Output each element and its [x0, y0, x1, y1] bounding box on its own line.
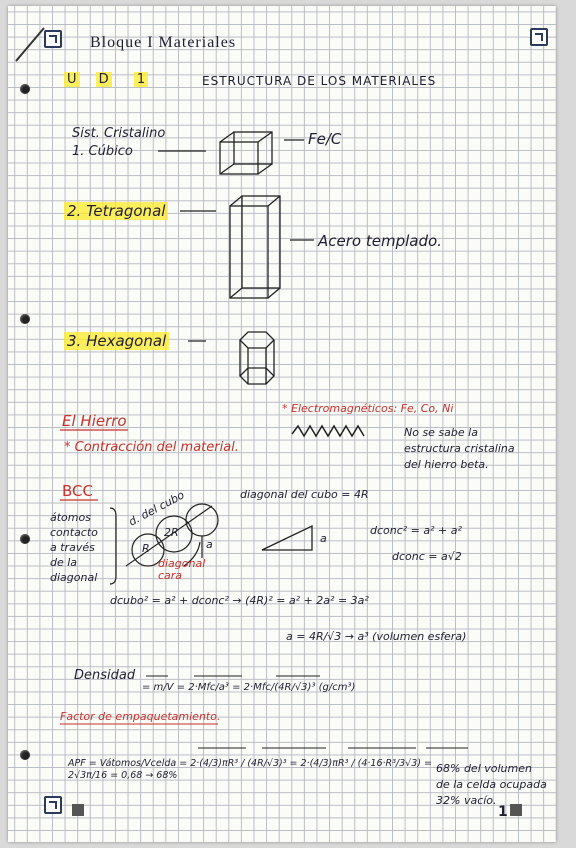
- iron-note-line: estructura cristalina: [404, 442, 515, 455]
- apf-formula: APF = Vátomos/Vcelda = 2·(4/3)πR³ / (4R/√3)³ = 2·(4/3)πR³ / (4·16·R³/3√3) = 2√3π/16 = 0,68 → 68%: [68, 758, 432, 781]
- triangle-a-label: a: [320, 532, 327, 545]
- bcc-label: BCC: [62, 482, 93, 500]
- notebook-page: [8, 6, 556, 842]
- unit-number: 1: [134, 72, 148, 87]
- cubic-label: 1. Cúbico: [72, 144, 133, 159]
- page-title: Bloque I Materiales: [90, 34, 237, 51]
- page-number: 1: [498, 804, 508, 820]
- bcc-side-note: átomos contacto a través de la diagonal: [50, 511, 98, 584]
- pen-stroke: [16, 28, 44, 61]
- cubic-note: Fe/C: [308, 130, 342, 148]
- diag-cubo-label: d. del cubo: [126, 488, 187, 529]
- crossed-out-text: [292, 426, 364, 436]
- eq-face-diagonal-result: dconc = a√2: [392, 550, 462, 563]
- unit-letter-d: D: [96, 72, 112, 87]
- face-triangle-drawing: [262, 526, 312, 550]
- unit-title: ESTRUCTURA DE LOS MATERIALES: [202, 74, 437, 88]
- hexagonal-label: 3. Hexagonal: [64, 332, 169, 350]
- crystal-system-title: Sist. Cristalino: [72, 126, 166, 141]
- eq-face-diagonal: dconc² = a² + a²: [370, 524, 462, 537]
- unit-label: [64, 72, 148, 87]
- two-r-label: 2R: [164, 526, 179, 539]
- apf-result: 32% vacío.: [436, 794, 497, 807]
- eq-cube-diagonal: dcubo² = a² + dconc² → (4R)² = a² + 2a² = 3a²: [110, 594, 369, 607]
- cube-diagonal-title: diagonal del cubo = 4R: [240, 488, 369, 501]
- unit-letter-u: U: [64, 72, 80, 87]
- tetragonal-label: 2. Tetragonal: [64, 202, 168, 220]
- cubic-cell-drawing: [220, 132, 272, 174]
- iron-contraction: * Contracción del material.: [64, 440, 239, 455]
- iron-note-line: del hierro beta.: [404, 458, 489, 471]
- density-formula: = m/V = 2·Mfc/a³ = 2·Mfc/(4R/√3)³ (g/cm³): [142, 682, 356, 693]
- tetragonal-note: Acero templado.: [318, 232, 442, 250]
- iron-title: El Hierro: [62, 412, 127, 430]
- r-label: R: [142, 542, 150, 555]
- iron-note-line: No se sabe la: [404, 426, 478, 439]
- eq-lattice-constant: a = 4R/√3 → a³ (volumen esfera): [286, 630, 467, 643]
- density-label: Densidad: [74, 668, 136, 683]
- diagonal-cara-label: diagonal cara: [158, 557, 206, 582]
- tetragonal-cell-drawing: [230, 196, 280, 298]
- apf-result: de la celda ocupada: [436, 778, 547, 791]
- hexagonal-cell-drawing: [240, 332, 274, 384]
- apf-title: Factor de empaquetamiento.: [60, 710, 221, 723]
- bracket: [110, 508, 116, 584]
- electromagnetic-note: * Electromagnéticos: Fe, Co, Ni: [282, 402, 454, 415]
- a-label: a: [206, 538, 213, 551]
- apf-result: 68% del volumen: [436, 762, 532, 775]
